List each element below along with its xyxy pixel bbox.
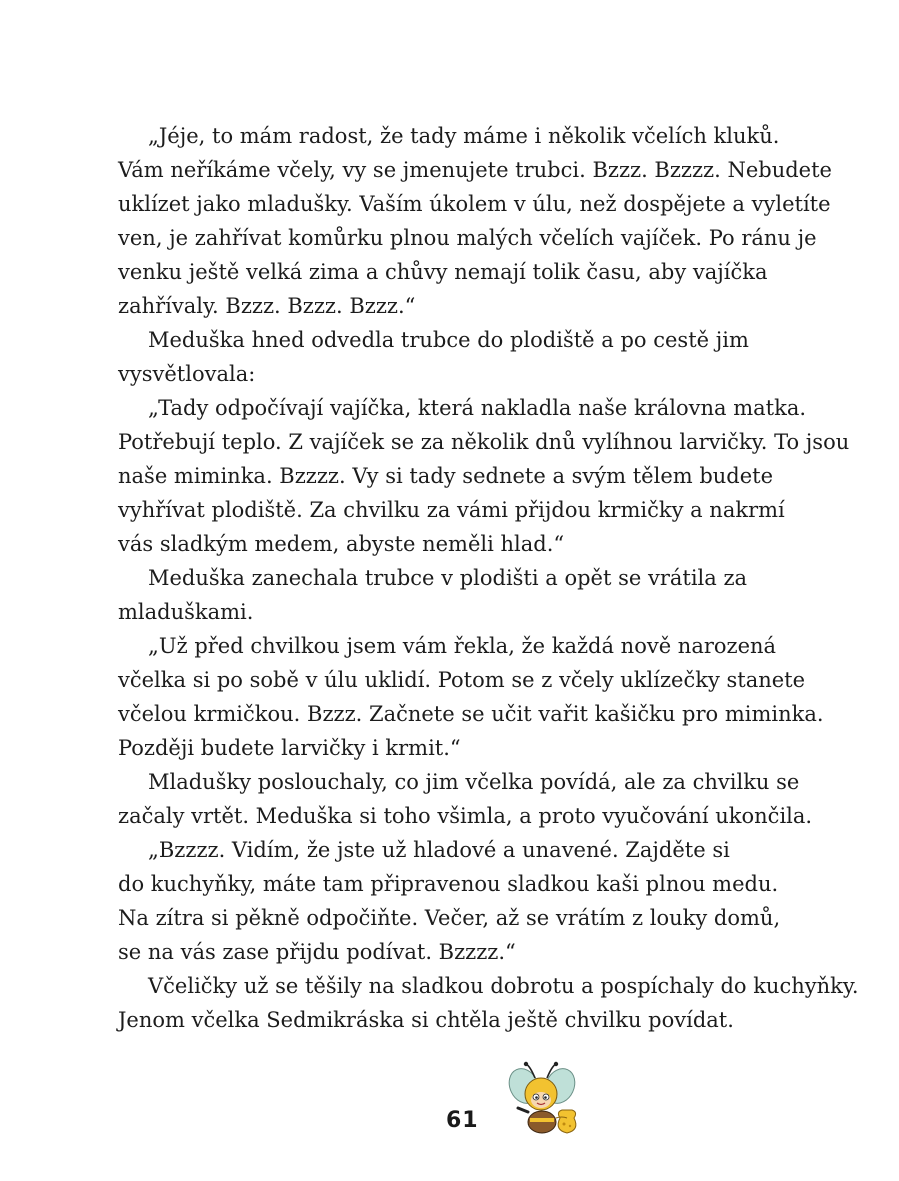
text-line: vyhřívat plodiště. Za chvilku za vámi přijdou krmičky a nakrmí xyxy=(118,498,785,522)
text-line: ven, je zahřívat komůrku plnou malých včelích vajíček. Po ránu je xyxy=(118,226,817,250)
text-line: „Bzzzz. Vidím, že jste už hladové a unavené. Zajděte si xyxy=(148,838,730,862)
text-line: Na zítra si pěkně odpočiňte. Večer, až se vrátím z louky domů, xyxy=(118,906,781,930)
text-line: naše miminka. Bzzzz. Vy si tady sednete a svým tělem budete xyxy=(118,464,774,488)
text-line: začaly vrtět. Meduška si toho všimla, a proto vyučování ukončila. xyxy=(118,804,813,828)
text-line: Včeličky už se těšily na sladkou dobrotu a pospíchaly do kuchyňky. xyxy=(148,974,859,998)
text-line: uklízet jako mladušky. Vaším úkolem v úlu, než dospějete a vyletíte xyxy=(118,192,831,216)
text-line: včelou krmičkou. Bzzz. Začnete se učit vařit kašičku pro miminka. xyxy=(118,702,824,726)
page-number: 61 xyxy=(446,1108,479,1133)
body-text xyxy=(118,119,859,1037)
text-line: Meduška hned odvedla trubce do plodiště a po cestě jim xyxy=(148,328,749,352)
text-line: „Tady odpočívají vajíčka, která nakladla naše královna matka. xyxy=(148,396,807,420)
text-line: Mladušky poslouchaly, co jim včelka povídá, ale za chvilku se xyxy=(148,770,800,794)
bee-character-icon xyxy=(490,1060,590,1140)
text-line: „Už před chvilkou jsem vám řekla, že každá nově narozená xyxy=(148,634,777,658)
text-line: Vám neříkáme včely, vy se jmenujete trubci. Bzzz. Bzzzz. Nebudete xyxy=(118,158,832,182)
text-line: Později budete larvičky i krmit.“ xyxy=(118,736,461,760)
text-line: zahřívaly. Bzzz. Bzzz. Bzzz.“ xyxy=(118,294,416,318)
text-line: venku ještě velká zima a chůvy nemají tolik času, aby vajíčka xyxy=(118,260,768,284)
text-line: se na vás zase přijdu podívat. Bzzzz.“ xyxy=(118,940,516,964)
text-line: Jenom včelka Sedmikráska si chtěla ještě chvilku povídat. xyxy=(118,1008,734,1032)
text-line: Meduška zanechala trubce v plodišti a opět se vrátila za xyxy=(148,566,748,590)
text-line: vás sladkým medem, abyste neměli hlad.“ xyxy=(118,532,565,556)
text-line: Potřebují teplo. Z vajíček se za několik dnů vylíhnou larvičky. To jsou xyxy=(118,430,850,454)
text-line: vysvětlovala: xyxy=(118,362,256,386)
text-line: mladuškami. xyxy=(118,600,254,624)
text-line: „Jéje, to mám radost, že tady máme i několik včelích kluků. xyxy=(148,124,780,148)
text-line: včelka si po sobě v úlu uklidí. Potom se z včely uklízečky stanete xyxy=(118,668,806,692)
text-line: do kuchyňky, máte tam připravenou sladkou kaši plnou medu. xyxy=(118,872,779,896)
